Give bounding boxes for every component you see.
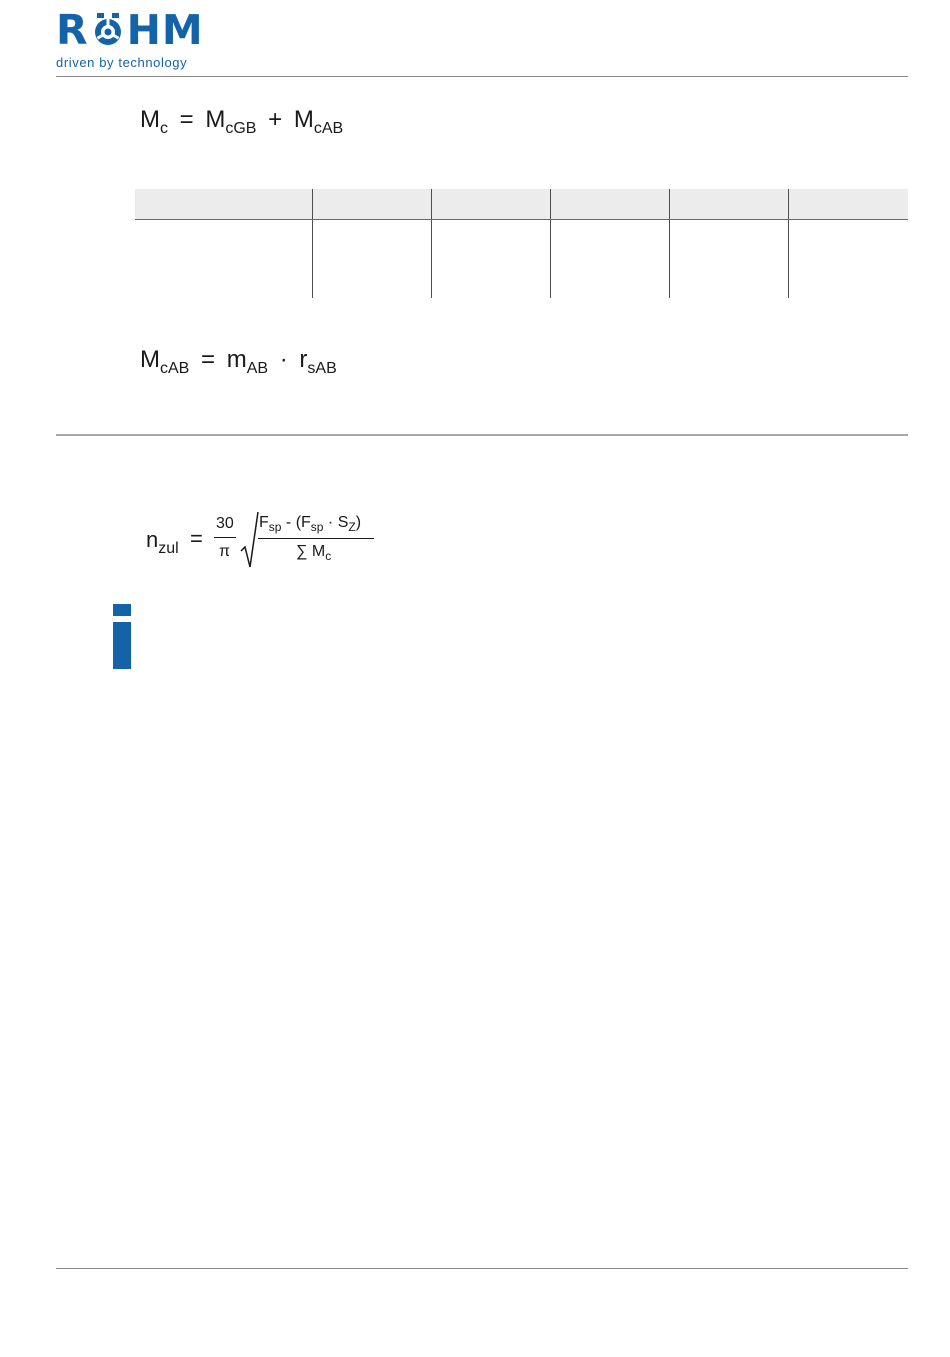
table-header-cell [135,189,312,220]
logo-tagline: driven by technology [56,55,188,70]
section-divider [56,434,908,436]
logo-letter-r: R [56,6,89,54]
rohm-logo [56,5,204,71]
table-cell [312,220,431,299]
formula-permissible-speed [146,505,386,575]
table-row [135,220,908,299]
logo-o-umlaut-icon [91,13,125,47]
table-cell [431,220,550,299]
table-header-cell [670,189,789,220]
logo-wordmark [56,6,204,54]
table-header-cell [551,189,670,220]
square-root-icon [240,511,260,569]
footer-divider [56,1268,908,1269]
root-fraction-bar [258,538,374,539]
formula-lhs: $n_{zul}$ [146,527,179,557]
table-header-cell [789,189,908,220]
info-icon [113,604,131,669]
jaw-data-table [135,189,908,298]
formula-top-jaw-moment: $M_{cAB} = m_{AB} \cdot r_{sAB}$ [140,346,337,377]
formula-total-centrifugal-moment: $M_c = M_{cGB} + M_{cAB}$ [140,106,344,137]
equals-sign: = [190,526,203,551]
logo-letters-hm: HM [126,6,204,54]
root-denominator: ∑ $M_c$ [296,543,332,563]
fraction-denominator: π [219,543,231,560]
table-header-cell [431,189,550,220]
table-cell [789,220,908,299]
header-divider [56,76,908,77]
root-numerator: $F_{sp} - (F_{sp} \cdot S_Z)$ [259,514,362,534]
fraction-numerator: 30 [216,515,234,532]
table-cell [670,220,789,299]
fraction-bar [214,537,236,538]
table-cell [135,220,312,299]
table-header-cell [312,189,431,220]
table-header-row [135,189,908,220]
table-cell [551,220,670,299]
